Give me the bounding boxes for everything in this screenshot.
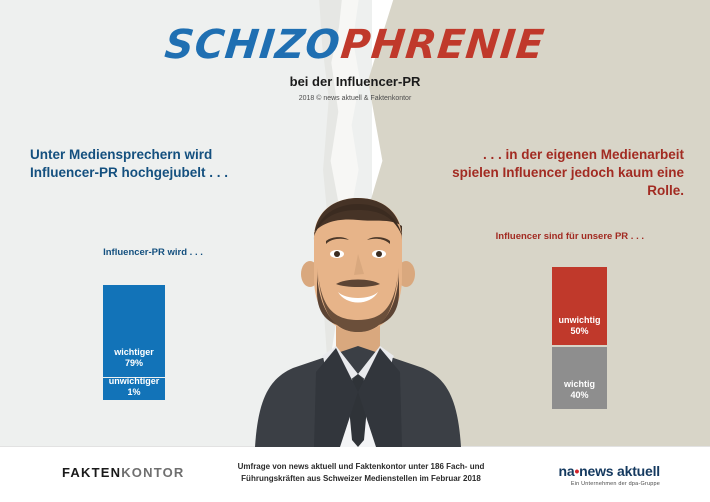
bar-unwichtiger-category: unwichtiger bbox=[108, 376, 160, 386]
right-heading: . . . in der eigenen Medienarbeit spielen Influencer jedoch kaum eine Rolle. bbox=[452, 147, 684, 198]
news-aktuell-na: na bbox=[558, 463, 575, 479]
bar-unwichtiger bbox=[103, 378, 165, 400]
bar-wichtig-value: 40% bbox=[570, 390, 589, 400]
news-aktuell-logo bbox=[558, 463, 660, 487]
bar-wichtig-category: wichtig bbox=[564, 379, 595, 389]
bar-wichtiger-value: 79% bbox=[124, 358, 143, 368]
news-aktuell-dot: • bbox=[574, 463, 580, 479]
title-part-phrenie: PHRENIE bbox=[338, 22, 547, 68]
faktenkontor-logo-part2: KONTOR bbox=[121, 465, 185, 480]
right-chart-label: Influencer sind für unsere PR . . . bbox=[495, 231, 644, 242]
bar-wichtiger-text bbox=[103, 347, 165, 369]
news-aktuell-name: news aktuell bbox=[579, 463, 660, 479]
survey-note-line1: Umfrage von news aktuell und Faktenkontor unter 186 Fach- und bbox=[237, 462, 485, 471]
bar-unwichtig bbox=[552, 267, 607, 345]
bar-wichtig-text bbox=[552, 379, 607, 401]
left-chart-label: Influencer-PR wird . . . bbox=[103, 247, 203, 258]
faktenkontor-logo bbox=[62, 465, 185, 480]
bar-unwichtig-category: unwichtig bbox=[558, 315, 601, 325]
faktenkontor-logo-part1: FAKTEN bbox=[62, 465, 122, 480]
survey-note-line2: Führungskräften aus Schweizer Medienstellen im Februar 2018 bbox=[241, 474, 481, 483]
businessman-illustration bbox=[218, 196, 498, 447]
left-heading: Unter Mediensprechern wird Influencer-PR hochgejubelt . . . bbox=[30, 147, 229, 180]
page-title bbox=[0, 22, 710, 68]
footer-bar bbox=[0, 446, 710, 502]
bar-unwichtiger-text bbox=[103, 376, 165, 398]
copyright-credit: 2018 © news aktuell & Faktenkontor bbox=[298, 95, 412, 102]
news-aktuell-wordmark bbox=[558, 463, 660, 479]
bar-unwichtiger-value: 1% bbox=[127, 387, 141, 397]
bar-wichtig bbox=[552, 347, 607, 409]
bar-unwichtig-value: 50% bbox=[570, 326, 589, 336]
bar-wichtiger-category: wichtiger bbox=[114, 347, 154, 357]
bar-wichtiger bbox=[103, 285, 165, 377]
news-aktuell-tagline: Ein Unternehmen der dpa-Gruppe bbox=[570, 481, 660, 487]
title-part-schizo: SCHIZO bbox=[163, 22, 344, 68]
survey-note bbox=[236, 461, 486, 485]
page-subtitle: bei der Influencer-PR bbox=[289, 74, 421, 89]
bar-unwichtig-text bbox=[552, 315, 607, 337]
